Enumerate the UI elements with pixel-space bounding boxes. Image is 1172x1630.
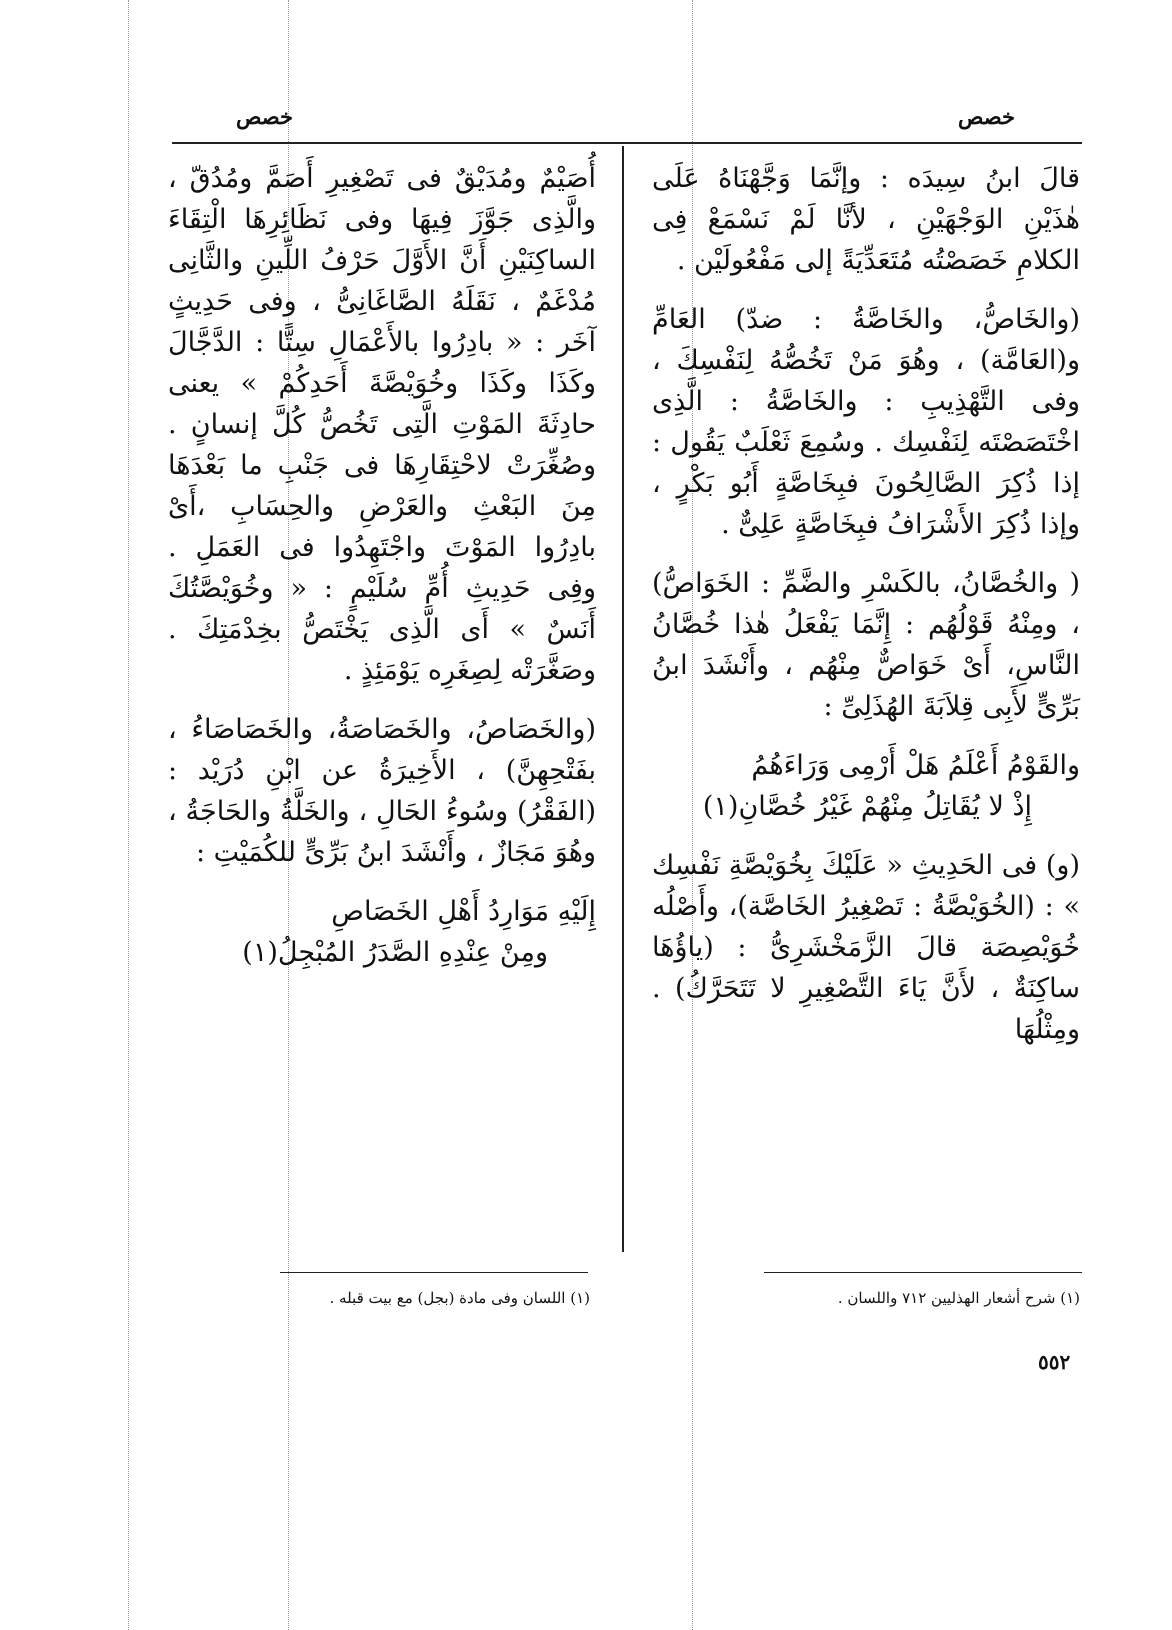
page-number: ٥٥٢ bbox=[1038, 1350, 1071, 1374]
paragraph: ( والخُصَّانُ، بالكَسْرِ والضَّمِّ : الخَوَاصُّ) ، ومِنْهُ قَوْلُهُم : إِنَّمَا يَفْعَلُ هٰذا خُصَّانُ النَّاسِ، أَىْ خَوَاصٌّ مِنْهُم ، وأَنْشَدَ ابنُ بَرِّىٍّ لأَبِى قِلاَبَةَ الهُذَلِىِّ : bbox=[652, 568, 1080, 722]
scan-dotted-line bbox=[128, 0, 129, 1630]
running-head-left: خصص bbox=[236, 104, 293, 129]
footnote-rule-right bbox=[764, 1272, 1082, 1273]
footnote-left: (١) اللسان وفى مادة (بجل) مع بيت قبله . bbox=[329, 1289, 590, 1307]
paragraph: (والخَصَاصُ، والخَصَاصَةُ، والخَصَاصَاءُ ، بفَتْحِهِنَّ) ، الأَخِيرَةُ عن ابْنِ دُرَيْد : (الفَقْرُ) وسُوءُ الحَالِ ، والخَلَّةُ والحَاجَةُ ، وهُوَ مَجَازٌ ، وأَنْشَدَ ابنُ بَرِّىٍّ للكُمَيْتِ : bbox=[168, 714, 596, 868]
paragraph: (والخَاصُّ، والخَاصَّةُ : ضدّ) العَامِّ و(العَامَّة) ، وهُوَ مَنْ تَخُصُّهُ لِنَفْسِكَ ، وفى التَّهْذِيبِ : والخَاصَّةُ : الَّذِى اخْتَصَصْتَه لِنَفْسِك . وسُمِعَ ثَعْلَبٌ يَقُول : إذا ذُكِرَ الصَّالِحُونَ فبِخَاصَّةٍ أَبُو بَكْرٍ ، وإذا ذُكِرَ الأَشْرَافُ فبِخَاصَّةٍ عَلِىٌّ . bbox=[652, 304, 1080, 540]
verse-line: إِذْ لا يُقَاتِلُ مِنْهُمْ غَيْرُ خُصَّانِ(١) bbox=[702, 791, 1032, 822]
paragraph: أُصَيْمٌ ومُدَيْقٌ فى تَصْغِيرِ أَصَمَّ ومُدُقّ ، والَّذِى جَوَّزَ فِيهَا وفى نَظَائِرِهَا الْتِقَاءَ الساكِنَيْنِ أَنَّ الأَوَّلَ حَرْفُ اللِّينِ والثَّانِى مُدْغَمٌ ، نَقَلَهُ الصَّاغَانِىُّ ، وفى حَدِيثٍ آخَر : « بادِرُوا بالأَعْمَالِ سِتًّا : الدَّجَّالَ وكَذَا وكَذَا وخُوَيْصَّةَ أَحَدِكُمْ » يعنى حادِثَةَ المَوْتِ الَّتِى تَخُصُّ كُلَّ إنسانٍ . وصُغِّرَتْ لاحْتِقَارِهَا فى جَنْبِ ما بَعْدَهَا مِنَ البَعْثِ والعَرْضِ والحِسَابِ ،أَىْ بادِرُوا المَوْتَ واجْتَهِدُوا فى العَمَلِ . وفِى حَدِيثِ أُمِّ سُلَيْمٍ : « وخُوَيْصَّتُكَ أَنَسٌ » أَى الَّذِى يَخْتَصُّ بخِدْمَتِكَ . وصَغَّرَتْه لِصِغَرِه يَوْمَئِذٍ . bbox=[168, 163, 596, 686]
running-head-right: خصص bbox=[958, 104, 1015, 129]
left-column bbox=[168, 158, 596, 973]
verse-line: والقَوْمُ أَعْلَمُ هَلْ أَرْمِى وَرَاءَهُمُ bbox=[751, 750, 1080, 781]
footnote-right: (١) شرح أشعار الهذليين ٧١٢ واللسان . bbox=[837, 1289, 1080, 1307]
paragraph: قالَ ابنُ سِيدَه : وإنَّمَا وَجَّهْنَاهُ عَلَى هٰذَيْنِ الوَجْهَيْنِ ، لأنَّا لَمْ نَسْمَعْ فِى الكلامِ خَصَصْتُه مُتَعَدِّيَةً إلى مَفْعُولَيْن . bbox=[652, 163, 1080, 276]
verse-line: ومِنْ عِنْدِهِ الصَّدَرُ المُبْجِلُ(١) bbox=[242, 937, 548, 968]
header-rule bbox=[172, 142, 1082, 144]
verse-line: إِلَيْهِ مَوَارِدُ أَهْلِ الخَصَاصِ bbox=[331, 896, 596, 927]
right-column bbox=[652, 158, 1080, 1068]
footnote-rule-left bbox=[280, 1272, 588, 1273]
column-divider bbox=[622, 146, 624, 1252]
paragraph: (و) فى الحَدِيثِ « عَلَيْكَ بِخُوَيْصَّةِ نَفْسِك » : (الخُوَيْصَّةُ : تَصْغِيرُ الخَاصَّة)، وأَصْلُه خُوَيْصِصَة قالَ الزَّمَخْشَرِىُّ : (ياؤُهَا ساكِنَةٌ ، لأَنَّ يَاءَ التَّصْغِيرِ لا تَتَحَرَّكُ) . ومِثْلُهَا bbox=[652, 850, 1080, 1045]
